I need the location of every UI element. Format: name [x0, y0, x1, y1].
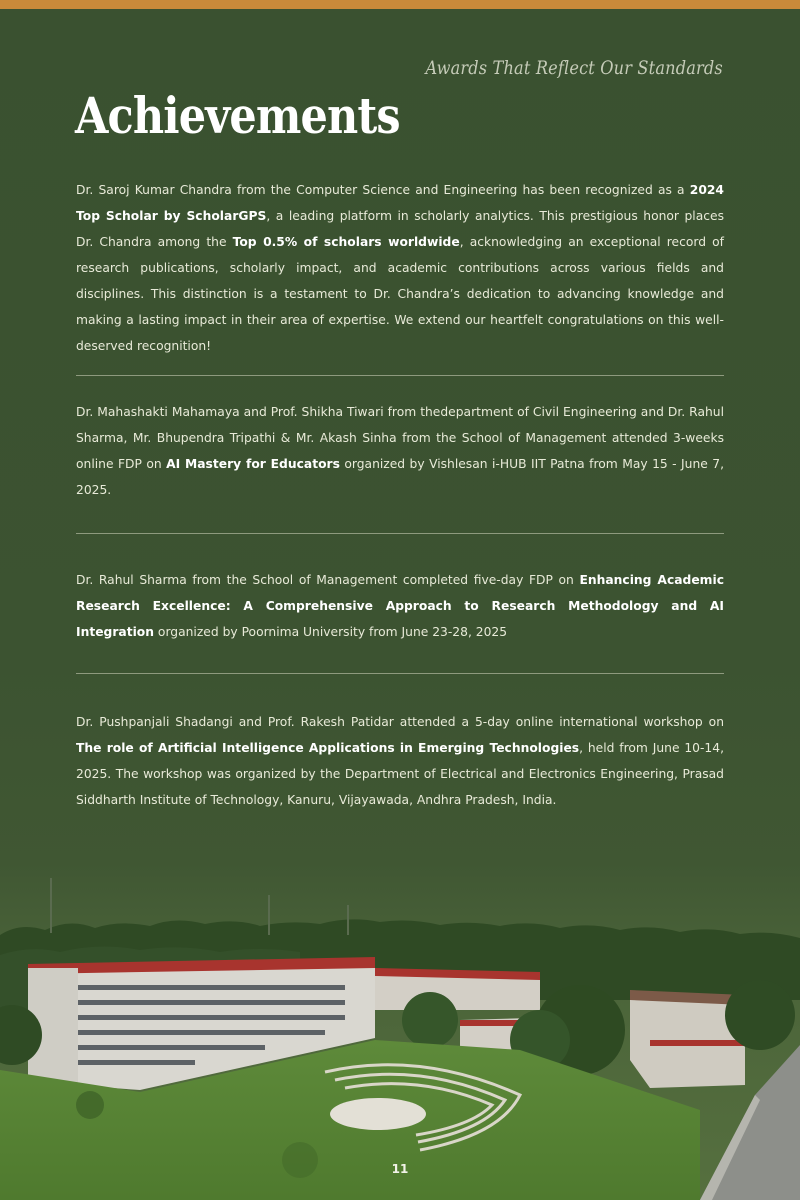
text-run: , a leading platform in scholarly analytics. This prestigious honor places Dr. Chandra among the [76, 209, 724, 249]
text-run: Dr. Mahashakti Mahamaya and Prof. Shikha Tiwari from thedepartment of Civil Engineering and Dr. Rahul Sharma, Mr. Bhupendra Tripathi & Mr. Akash Sinha from the School of Management attended 3-weeks online FDP on [76, 405, 724, 471]
highlight-program: AI Mastery for Educators [166, 457, 340, 471]
achievement-scholargps [76, 177, 724, 359]
page-number: 11 [391, 1162, 409, 1176]
achievement-ai-mastery-fdp [76, 399, 724, 503]
text-run: organized by Vishlesan i-HUB IIT Patna from May 15 - June 7, 2025. [76, 457, 724, 497]
text-run: , acknowledging an exceptional record of research publications, scholarly impact, and academic contributions across various fields and disciplines. This distinction is a testament to Dr. Chandra’s dedication to advancing knowledge and making a lasting impact in their area of expertise. We extend our heartfelt congratulations on this well-deserved recognition! [76, 235, 724, 353]
highlight-rank: Top 0.5% of scholars worldwide [232, 235, 460, 249]
text-run: organized by Poornima University from June 23-28, 2025 [154, 625, 508, 639]
achievement-ai-workshop [76, 709, 724, 813]
text-run: Dr. Rahul Sharma from the School of Management completed five-day FDP on [76, 573, 580, 587]
section-divider [76, 673, 724, 674]
achievement-research-excellence-fdp [76, 567, 724, 645]
page-title: Achievements [75, 86, 400, 145]
section-divider [76, 375, 724, 376]
text-run: Dr. Pushpanjali Shadangi and Prof. Rakesh Patidar attended a 5-day online international workshop on [76, 715, 724, 729]
text-run: Dr. Saroj Kumar Chandra from the Computer Science and Engineering has been recognized as a [76, 183, 690, 197]
page-tagline: Awards That Reflect Our Standards [425, 57, 723, 79]
highlight-award: 2024 Top Scholar by ScholarGPS [76, 183, 724, 223]
top-accent-bar [0, 0, 800, 9]
section-divider [76, 533, 724, 534]
highlight-program: The role of Artificial Intelligence Applications in Emerging Technologies [76, 741, 580, 755]
campus-aerial-photo [0, 860, 800, 1200]
highlight-program: Enhancing Academic Research Excellence: A Comprehensive Approach to Research Methodology and AI Integration [76, 573, 724, 639]
text-run: , held from June 10-14, 2025. The workshop was organized by the Department of Electrical and Electronics Engineering, Prasad Siddharth Institute of Technology, Kanuru, Vijayawada, Andhra Pradesh, India. [76, 741, 724, 807]
